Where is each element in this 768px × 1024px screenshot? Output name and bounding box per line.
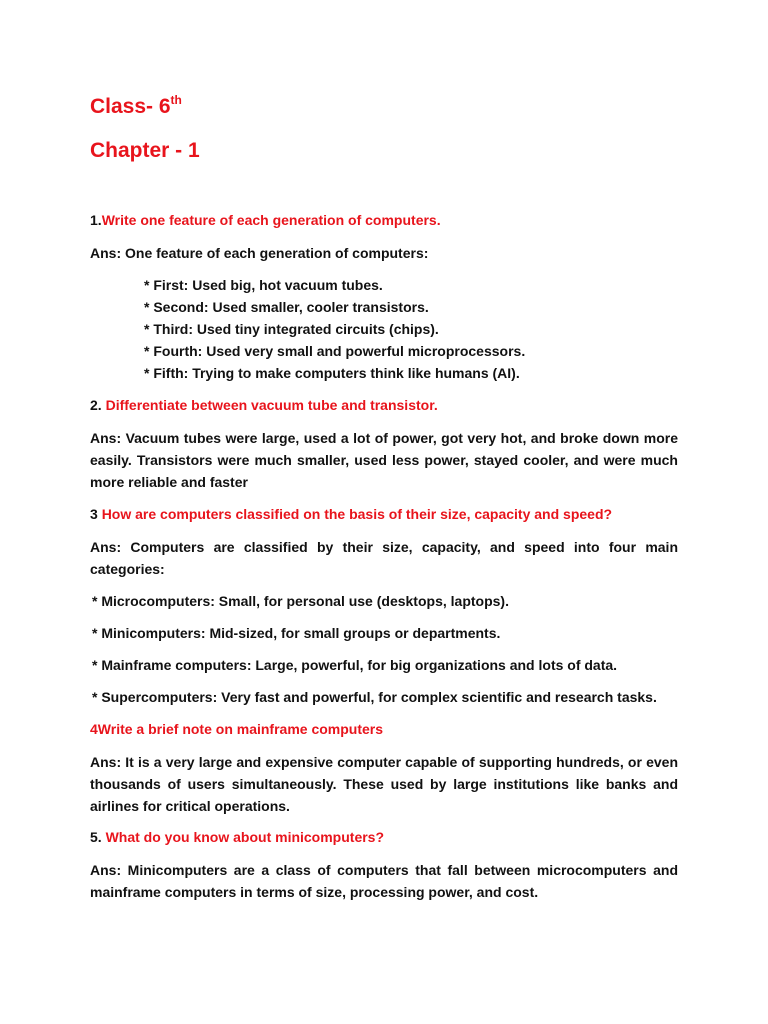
answer-3: Ans: Computers are classified by their size, capacity, and speed into four main categories: — [90, 539, 678, 577]
question-5-text: What do you know about minicomputers? — [105, 829, 385, 845]
list-item: * Second: Used smaller, cooler transistors. — [144, 299, 429, 315]
question-1-number: 1. — [90, 212, 102, 228]
answer-1: Ans: One feature of each generation of computers: — [90, 245, 429, 261]
question-4 — [90, 718, 678, 740]
question-4-text: 4Write a brief note on mainframe computers — [90, 721, 384, 737]
question-1-text: Write one feature of each generation of computers. — [101, 212, 441, 228]
question-5 — [90, 826, 678, 848]
question-1 — [90, 209, 678, 231]
class-title-superscript: th — [170, 93, 182, 107]
question-2 — [90, 394, 678, 416]
list-item: * Third: Used tiny integrated circuits (chips). — [144, 321, 439, 337]
chapter-title: Chapter - 1 — [90, 139, 200, 162]
question-3-text: How are computers classified on the basis of their size, capacity and speed? — [101, 506, 613, 522]
list-item: * First: Used big, hot vacuum tubes. — [144, 277, 383, 293]
class-title-text: Class- 6 — [90, 95, 171, 118]
category-item: * Microcomputers: Small, for personal use (desktops, laptops). — [92, 593, 509, 609]
category-item: * Minicomputers: Mid-sized, for small groups or departments. — [92, 625, 501, 641]
question-2-text: Differentiate between vacuum tube and transistor. — [105, 397, 438, 413]
question-2-number: 2. — [90, 397, 106, 413]
category-item: * Mainframe computers: Large, powerful, for big organizations and lots of data. — [92, 657, 618, 673]
question-3-number: 3 — [90, 506, 102, 522]
class-title — [90, 94, 182, 120]
question-3 — [90, 503, 678, 525]
answer-4: Ans: It is a very large and expensive computer capable of supporting hundreds, or even thousands of users simultaneously. These used by large institutions like banks and airlines for critical operations. — [90, 754, 678, 814]
list-item: * Fourth: Used very small and powerful microprocessors. — [144, 343, 526, 359]
answer-2: Ans: Vacuum tubes were large, used a lot of power, got very hot, and broke down more easily. Transistors were much smaller, used less power, stayed cooler, and were much more reliable and faster — [90, 430, 678, 490]
generation-list — [144, 274, 684, 384]
category-item: * Supercomputers: Very fast and powerful, for complex scientific and research tasks. — [92, 689, 657, 705]
question-5-number: 5. — [90, 829, 106, 845]
list-item: * Fifth: Trying to make computers think like humans (AI). — [144, 365, 520, 381]
answer-5: Ans: Minicomputers are a class of computers that fall between microcomputers and mainframe computers in terms of size, processing power, and cost. — [90, 862, 678, 900]
